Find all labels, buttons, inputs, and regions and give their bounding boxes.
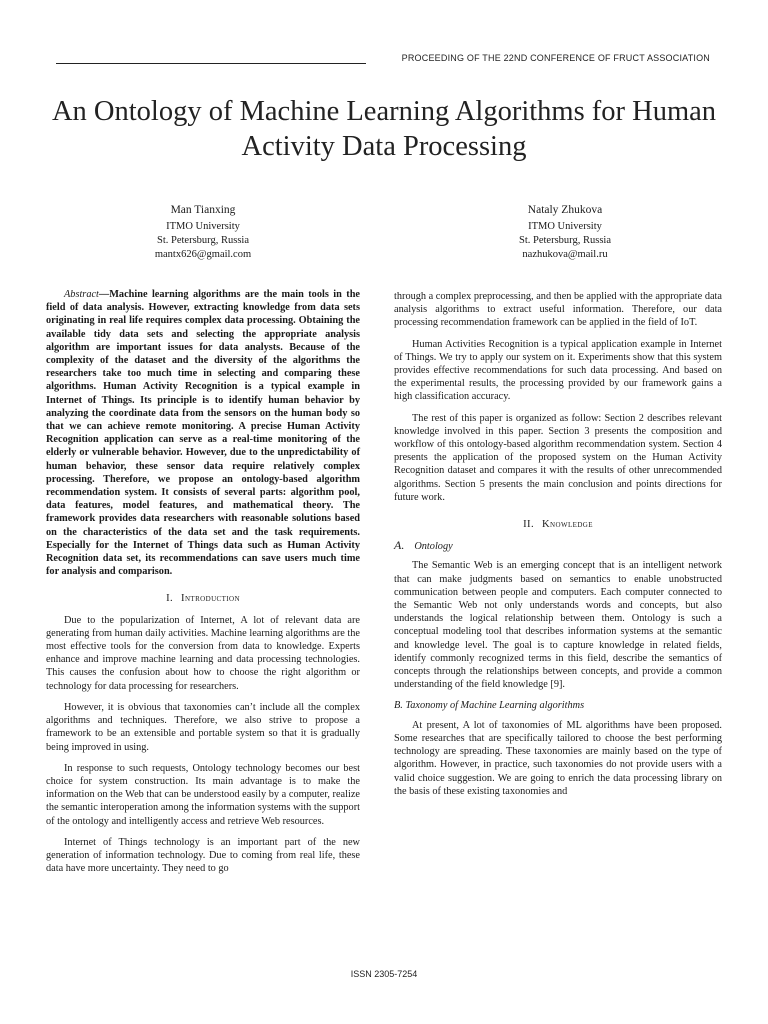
author-location: St. Petersburg, Russia	[519, 235, 611, 246]
right-column	[394, 290, 722, 806]
author-email: nazhukova@mail.ru	[522, 249, 608, 260]
paragraph: In response to such requests, Ontology technology becomes our best choice for system construction. Its main advantage is to make the information on the Web that can be understood easily by a computer, realize the semantic interoperation among the information systems with the support of the ontology and intelligently access and retrieve Web resources.	[46, 762, 360, 827]
paragraph: At present, A lot of taxonomies of ML algorithms have been proposed. Some researches that are specifically tailored to choose the best performing technology are spreading. These taxonomies are mainly based on the type of algorithm. However, in practice, such taxonomies do not provide users with a valid choice suggestion. We are going to enrich the data processing library on the basis of these existing taxonomies and	[394, 719, 722, 797]
paragraph: through a complex preprocessing, and then be applied with the appropriate data analysis algorithms to extract useful information. Therefore, our data processing recommendation framework can be applied in the field of IoT.	[394, 291, 722, 329]
section-title: Introduction	[181, 593, 240, 605]
paragraph: Internet of Things technology is an important part of the new generation of information technology. Due to coming from real life, these data have more uncertainty. They need to go	[46, 836, 360, 875]
left-column	[46, 288, 360, 883]
paragraph: The Semantic Web is an emerging concept that is an intelligent network that can make judgments based on semantics to enable unobstructed communication between people and computers. Each computer connected to the Semantic Web not only understands words and concepts, but also understands the logical relationship between them. Ontology is such a conceptual modeling tool that describes information systems at the semantic and knowledge level. The goal is to capture knowledge in related fields, identify commonly recognized terms in this field, describe the semantics of concepts through the relationships between concepts, and provide a common understanding of the field knowledge [9].	[394, 560, 722, 691]
paragraph: However, it is obvious that taxonomies can’t include all the complex algorithms and techniques. Therefore, we also strive to propose a framework to be an extensible and portable system so that it is gradually being improved in using.	[46, 701, 360, 753]
paragraph: The rest of this paper is organized as follow: Section 2 describes relevant knowledge involved in this paper. Section 3 presents the composition and workflow of this ontology-based algorithm recommendation system. Section 4 presents the application of the proposed system on the Human Activity Recognition dataset and compares it with the results of other unrecommended algorithms. Section 5 presents the main conclusion and points directions for future work.	[394, 412, 722, 503]
author-affiliation: ITMO University	[166, 221, 240, 232]
author-name: Man Tianxing	[170, 204, 236, 216]
paragraph: Due to the popularization of Internet, A lot of relevant data are generating from human daily activities. Machine learning algorithms are the most effective tools for the conversion from data to knowledge. Experts enhance and improve machine learning and data processing technologies. This causes the confusion about how to choose the right algorithm or technology for data processing for researchers.	[46, 614, 360, 692]
subsection-heading-taxonomy	[394, 699, 722, 712]
subsection-title: Ontology	[414, 541, 453, 553]
paper-title: An Ontology of Machine Learning Algorithms for Human Activity Data Processing	[51, 96, 717, 162]
section-title: Knowledge	[542, 519, 593, 531]
issn-footer: ISSN 2305-7254	[350, 969, 418, 979]
section-number: II.	[523, 519, 534, 531]
subsection-heading-ontology	[394, 539, 722, 553]
section-heading-introduction	[46, 592, 360, 605]
conference-name: PROCEEDING OF THE 22ND CONFERENCE OF FRUCT ASSOCIATION	[401, 53, 710, 63]
author-block-2	[440, 202, 690, 262]
section-heading-knowledge	[394, 518, 722, 531]
subsection-letter: A.	[394, 538, 405, 553]
section-number: I.	[166, 593, 174, 605]
abstract-text: —Machine learning algorithms are the main tools in the field of data analysis. However, extracting knowledge from data sets originating in real life requires complex data processing. Obtaining the available tidy data sets and selecting the appropriate analysis algorithm are important issues for data analysts. Because of the complexity of the dataset and the diversity of the algorithms the researchers take too much time in selecting and comparing these algorithms. Human Activity Recognition is a typical example in Internet of Things. Its principle is to identify human behavior by analyzing the coordinate data from the sensors on the human body so that we can achieve remote monitoring. A precise Human Activity Recognition application can serve as a real-time monitoring of the elderly or vulnerable behavior. However, due to the unpredictability of human behavior, these sensor data require relatively complex processing. Therefore, we propose an ontology-based algorithm recommendation system. It consists of several parts: algorithm pool, data features, model features, and mathematical theory. The framework provides data researchers with reasonable solutions based on the characteristics of the data set and the task requirements. Especially for the Internet of Things data such as Human Activity Recognition data set, its recommendations can save users much time for analysis and comparison.	[46, 289, 360, 578]
author-name: Nataly Zhukova	[527, 204, 603, 216]
author-block-1	[78, 202, 328, 262]
paragraph: Human Activities Recognition is a typical application example in Internet of Things. We try to apply our system on it. Experiments show that this system provides effective recommendations for such data processing. And based on the experimental results, the processing provided by our framework gains a high classification accuracy.	[394, 338, 722, 403]
author-affiliation: ITMO University	[528, 221, 602, 232]
subsection-title: Taxonomy of Machine Learning algorithms	[405, 700, 585, 712]
header-rule	[56, 63, 366, 64]
running-header	[56, 52, 712, 66]
abstract-label: Abstract	[64, 289, 99, 300]
abstract	[46, 288, 360, 578]
author-location: St. Petersburg, Russia	[157, 235, 249, 246]
subsection-letter: B.	[394, 700, 403, 712]
author-email: mantx626@gmail.com	[154, 249, 252, 260]
